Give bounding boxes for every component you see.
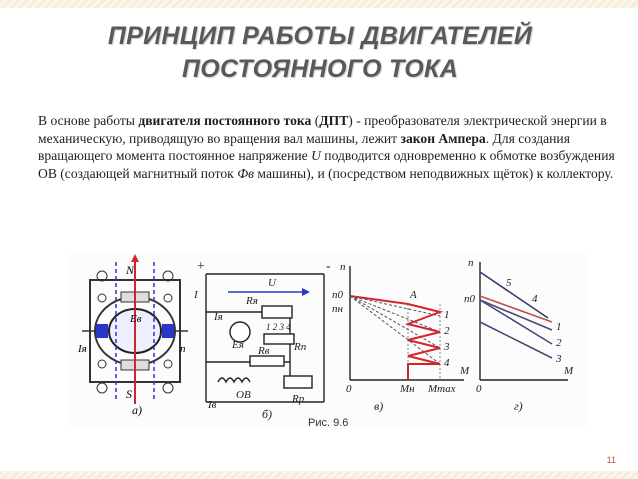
page-number: 11: [606, 455, 616, 465]
body-bold-abbr: ДПТ: [319, 113, 349, 128]
g-label-zero: 0: [476, 383, 482, 395]
label-minus: -: [326, 259, 331, 274]
label-Rn: Rп: [294, 341, 307, 353]
v-label-M: M: [460, 365, 470, 377]
v-label-step-4: 4: [444, 357, 450, 369]
label-Rv: Rв: [258, 345, 270, 357]
resistor-rp: [264, 334, 294, 344]
figure-caption: Рис. 9.6: [308, 417, 349, 428]
g-label-line-2: 2: [556, 337, 562, 349]
g-label-n0: n0: [464, 293, 475, 305]
diagram-a: [77, 254, 188, 417]
v-label-Mn: Mн: [400, 383, 415, 395]
label-OV: ОВ: [236, 389, 251, 401]
figure-svg: [68, 252, 588, 428]
v-label-n: n: [340, 261, 346, 273]
body-bold-ampere: закон Ампера: [400, 130, 486, 146]
body-text-1: В основе работы: [38, 113, 139, 128]
g-line-3: [480, 322, 552, 358]
slide-top-border: [0, 0, 638, 8]
label-Iya-b: Iя: [214, 311, 223, 323]
g-line-2: [480, 300, 552, 344]
resistor-rya: [262, 306, 292, 318]
label-n-a: n: [180, 343, 186, 355]
body-text-6: машины), и (посредством неподвижных щёток) к коллектору.: [254, 165, 614, 181]
g-label-line-4: 4: [532, 293, 538, 305]
g-line-4: [480, 296, 552, 322]
body-bold-dpt: двигателя постоянного тока: [138, 113, 312, 128]
label-S: S: [126, 387, 132, 401]
g-label-n: n: [468, 257, 474, 269]
v-label-step-3: 3: [444, 341, 450, 353]
axis-arrow: [131, 254, 139, 262]
title-line-2: ПОСТОЯННОГО ТОКА: [181, 55, 459, 83]
label-Rya: Rя: [246, 295, 258, 307]
v-label-n0: n0: [332, 289, 343, 301]
body-text-5: подводится одновременно к обмотке возбуждения ОВ (создающей магнитный поток: [38, 148, 615, 181]
v-label-zero: 0: [346, 383, 352, 395]
label-Iya-a: Iя: [78, 343, 87, 355]
field-coil: [218, 378, 250, 382]
slide-title: [60, 20, 580, 86]
label-taps: 1 2 3 4: [266, 322, 291, 332]
v-label-nn: nн: [332, 303, 343, 315]
label-I: I: [194, 289, 198, 301]
brush-left: [96, 324, 108, 338]
v-label: в): [374, 399, 384, 413]
body-text-3: ) - преобразователя электрической энергии в механическую, приводящую во вращения вал машины, лежит: [38, 113, 607, 146]
g-label-line-1: 1: [556, 321, 562, 333]
v-label-step-1: 1: [444, 309, 450, 321]
label-plus: +: [196, 259, 206, 274]
diagram-b: [206, 274, 324, 402]
v-label-A: A: [410, 289, 417, 301]
g-line-5: [480, 272, 548, 318]
slide-bottom-border: [0, 471, 638, 479]
label-Iv: Iв: [208, 399, 217, 411]
v-label-step-2: 2: [444, 325, 450, 337]
label-U: U: [268, 277, 276, 289]
label-Ev: Eв: [130, 313, 142, 325]
g-label-line-5: 5: [506, 277, 512, 289]
body-italic-u: U: [311, 148, 321, 164]
body-text-4: . Для создания вращающего момента постоянное напряжение: [38, 130, 570, 164]
label-Eya: Eя: [232, 339, 244, 351]
resistor-rr: [284, 376, 312, 388]
diagram-g: [464, 257, 574, 413]
body-paragraph: [38, 112, 618, 182]
brush-right: [162, 324, 174, 338]
diagram-v: [332, 261, 470, 413]
g-line-1: [480, 300, 552, 330]
g-label-line-3: 3: [556, 353, 562, 365]
body-text-2: (: [311, 113, 320, 128]
body-italic-flux: Фв: [237, 165, 255, 181]
resistor-rv: [250, 356, 284, 366]
label-a: а): [132, 403, 142, 417]
label-b: б): [262, 407, 273, 421]
g-label: г): [514, 399, 523, 413]
label-N: N: [126, 263, 135, 277]
label-Rp: Rр: [292, 393, 305, 405]
title-line-1: ПРИНЦИП РАБОТЫ ДВИГАТЕЛЕЙ: [107, 22, 533, 50]
g-label-M: M: [564, 365, 574, 377]
diagram-b-labels: [193, 259, 331, 421]
v-label-Mmax: Mmax: [428, 383, 456, 395]
figure-9-6: [68, 252, 588, 428]
